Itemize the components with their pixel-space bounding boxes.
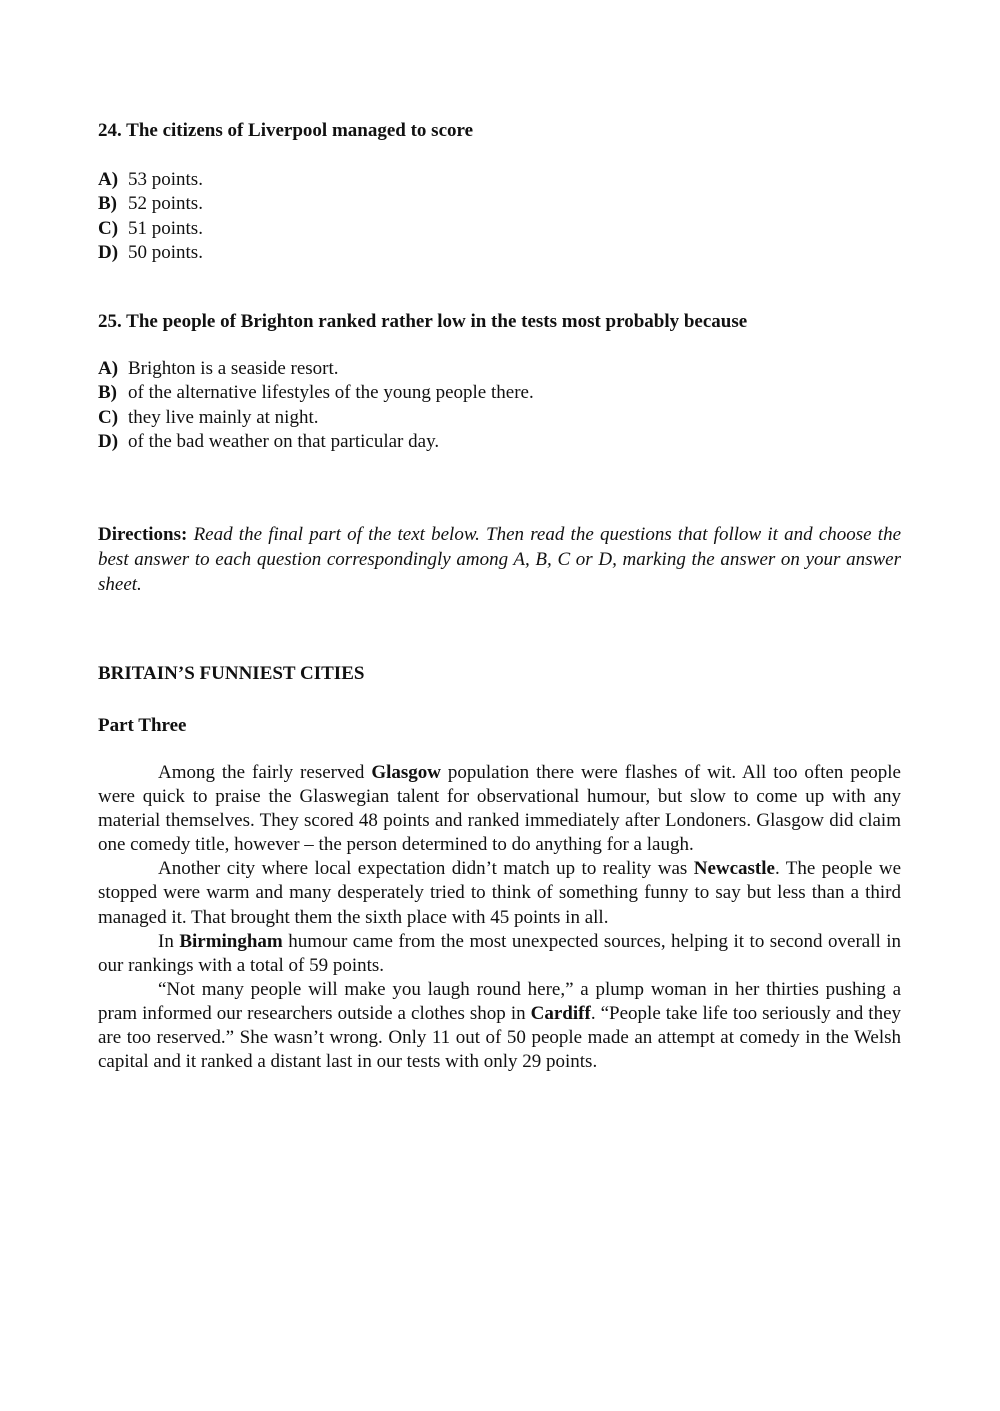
question-24-option-b bbox=[98, 192, 901, 216]
question-24-options bbox=[98, 168, 901, 265]
question-25-option-d bbox=[98, 430, 901, 454]
paragraph-text: . The people we stopped were warm and many desperately tried to think of something funny to say but less than a third managed it. That brought them the sixth place with 45 points in all. bbox=[98, 858, 902, 928]
paragraph-text: Among the fairly reserved bbox=[158, 762, 372, 783]
directions bbox=[98, 522, 901, 597]
option-text: of the bad weather on that particular day. bbox=[128, 430, 440, 452]
option-text: of the alternative lifestyles of the young people there. bbox=[128, 382, 534, 404]
article-part-heading: Part Three bbox=[98, 715, 187, 736]
question-24-option-a bbox=[98, 168, 901, 192]
option-text: 50 points. bbox=[128, 241, 203, 263]
option-letter: C) bbox=[98, 406, 119, 428]
option-text: 51 points. bbox=[128, 217, 203, 239]
city-name: Newcastle bbox=[693, 858, 775, 880]
question-25-option-a bbox=[98, 357, 901, 381]
city-name: Cardiff bbox=[530, 1002, 591, 1024]
question-24-stem: 24. The citizens of Liverpool managed to score bbox=[98, 120, 474, 141]
option-letter: A) bbox=[98, 169, 119, 190]
option-letter: C) bbox=[98, 217, 119, 239]
question-24-option-d bbox=[98, 241, 901, 265]
option-text: 52 points. bbox=[128, 193, 203, 215]
option-letter: D) bbox=[98, 430, 119, 452]
paragraph-glasgow bbox=[98, 761, 901, 857]
city-name: Glasgow bbox=[371, 762, 441, 783]
paragraph-text: Another city where local expectation didn’t match up to reality was bbox=[158, 858, 694, 880]
option-letter: B) bbox=[98, 382, 117, 404]
paragraph-text: “Not many people will make you laugh round here,” a plump woman in her thirties pushing a pram informed our researchers outside a clothes shop in bbox=[98, 978, 901, 1024]
directions-text: Read the final part of the text below. Then read the questions that follow it and choose the best answer to each question correspondingly among A, B, C or D, marking the answer on your answer sheet. bbox=[98, 524, 902, 595]
question-24-option-c bbox=[98, 217, 901, 241]
question-25-stem: 25. The people of Brighton ranked rather low in the tests most probably because bbox=[98, 311, 748, 332]
option-letter: A) bbox=[98, 358, 119, 379]
paragraph-text: . “People take life too seriously and they are too reserved.” She wasn’t wrong. Only 11 out of 50 people made an attempt at comedy in the Welsh capital and it ranked a distant last in our tests with only 29 points. bbox=[98, 1002, 902, 1073]
option-letter: B) bbox=[98, 193, 117, 215]
article-title: BRITAIN’S FUNNIEST CITIES bbox=[98, 663, 365, 684]
city-name: Birmingham bbox=[179, 930, 283, 952]
question-25-option-c bbox=[98, 406, 901, 430]
paragraph-text: In bbox=[158, 930, 180, 952]
paragraph-text: humour came from the most unexpected sources, helping it to second overall in our rankings with a total of 59 points. bbox=[98, 930, 902, 976]
paragraph-birmingham bbox=[98, 930, 901, 978]
article-body bbox=[98, 761, 901, 1074]
question-25-option-b bbox=[98, 381, 901, 405]
paragraph-cardiff bbox=[98, 978, 901, 1074]
directions-label: Directions: bbox=[98, 524, 188, 545]
paragraph-newcastle bbox=[98, 857, 901, 929]
option-text: 53 points. bbox=[128, 169, 203, 190]
option-text: they live mainly at night. bbox=[128, 406, 319, 428]
question-25-options bbox=[98, 357, 901, 454]
paragraph-text: population there were flashes of wit. All too often people were quick to praise the Glaswegian talent for observational humour, but slow to come up with any material themselves. They scored 48 points and ranked immediately after Londoners. Glasgow did claim one comedy title, however – the person determined to do anything for a laugh. bbox=[98, 762, 901, 856]
option-letter: D) bbox=[98, 241, 119, 263]
option-text: Brighton is a seaside resort. bbox=[128, 358, 339, 379]
